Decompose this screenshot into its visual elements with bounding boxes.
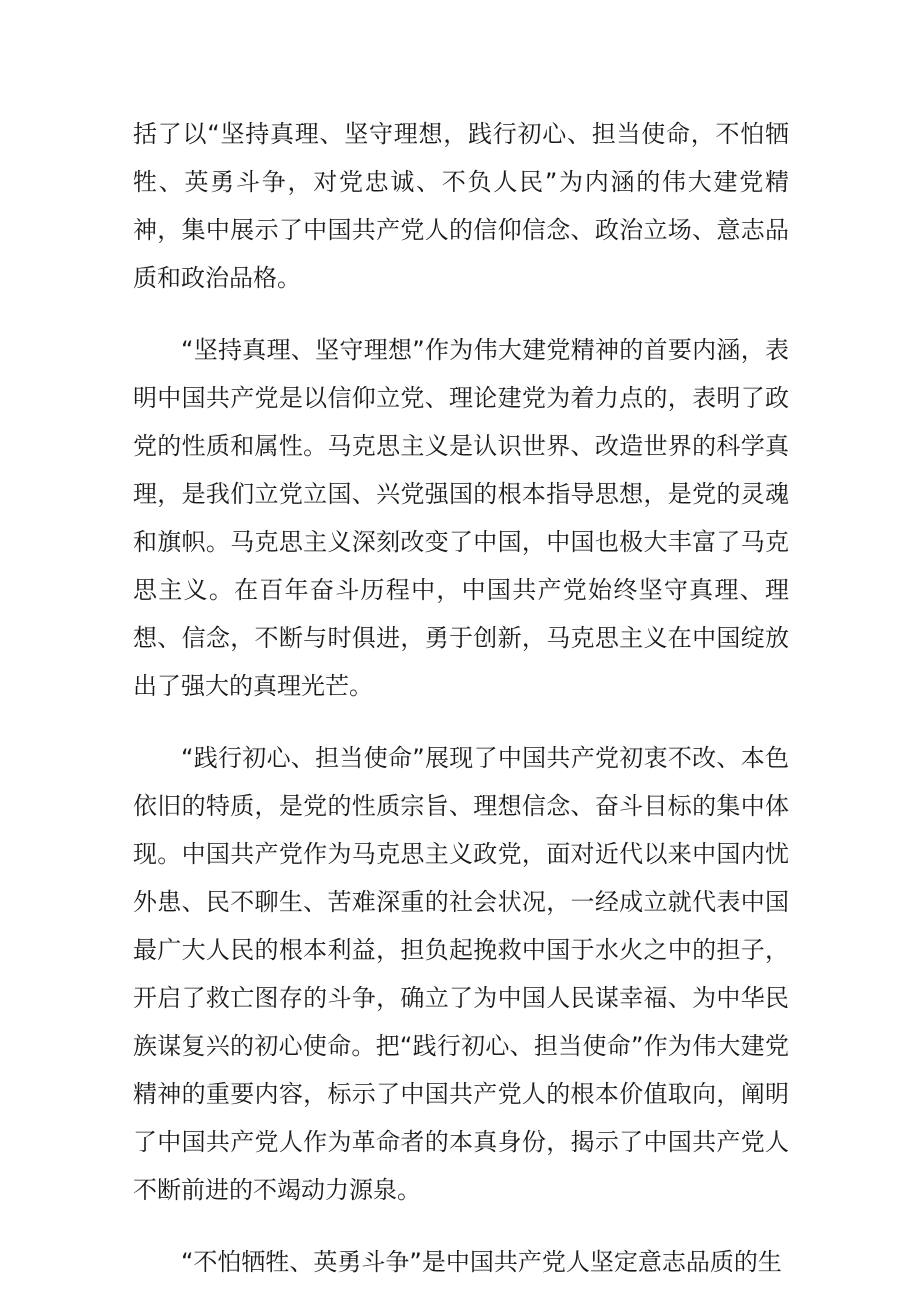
document-body: [133, 110, 789, 1286]
paragraph-2: “坚持真理、坚守理想”作为伟大建党精神的首要内涵，表明中国共产党是以信仰立党、理论建党为着力点的，表明了政党的性质和属性。马克思主义是认识世界、改造世界的科学真理，是我们立党立国、兴党强国的根本指导思想，是党的灵魂和旗帜。马克思主义深刻改变了中国，中国也极大丰富了马克思主义。在百年奋斗历程中，中国共产党始终坚守真理、理想、信念，不断与时俱进，勇于创新，马克思主义在中国绽放出了强大的真理光芒。: [133, 336, 789, 700]
paragraph-4: “不怕牺牲、英勇斗争”是中国共产党人坚定意志品质的生: [181, 1248, 782, 1276]
paragraph-1: 括了以“坚持真理、坚守理想，践行初心、担当使命，不怕牺牲、英勇斗争，对党忠诚、不负人民”为内涵的伟大建党精神，集中展示了中国共产党人的信仰信念、政治立场、意志品质和政治品格。: [133, 120, 789, 292]
paragraph-3: “践行初心、担当使命”展现了中国共产党初衷不改、本色依旧的特质，是党的性质宗旨、理想信念、奋斗目标的集中体现。中国共产党作为马克思主义政党，面对近代以来中国内忧外患、民不聊生、苦难深重的社会状况，一经成立就代表中国最广大人民的根本利益，担负起挽救中国于水火之中的担子，开启了救亡图存的斗争，确立了为中国人民谋幸福、为中华民族谋复兴的初心使命。把“践行初心、担当使命”作为伟大建党精神的重要内容，标示了中国共产党人的根本价值取向，阐明了中国共产党人作为革命者的本真身份，揭示了中国共产党人不断前进的不竭动力源泉。: [133, 744, 789, 1204]
